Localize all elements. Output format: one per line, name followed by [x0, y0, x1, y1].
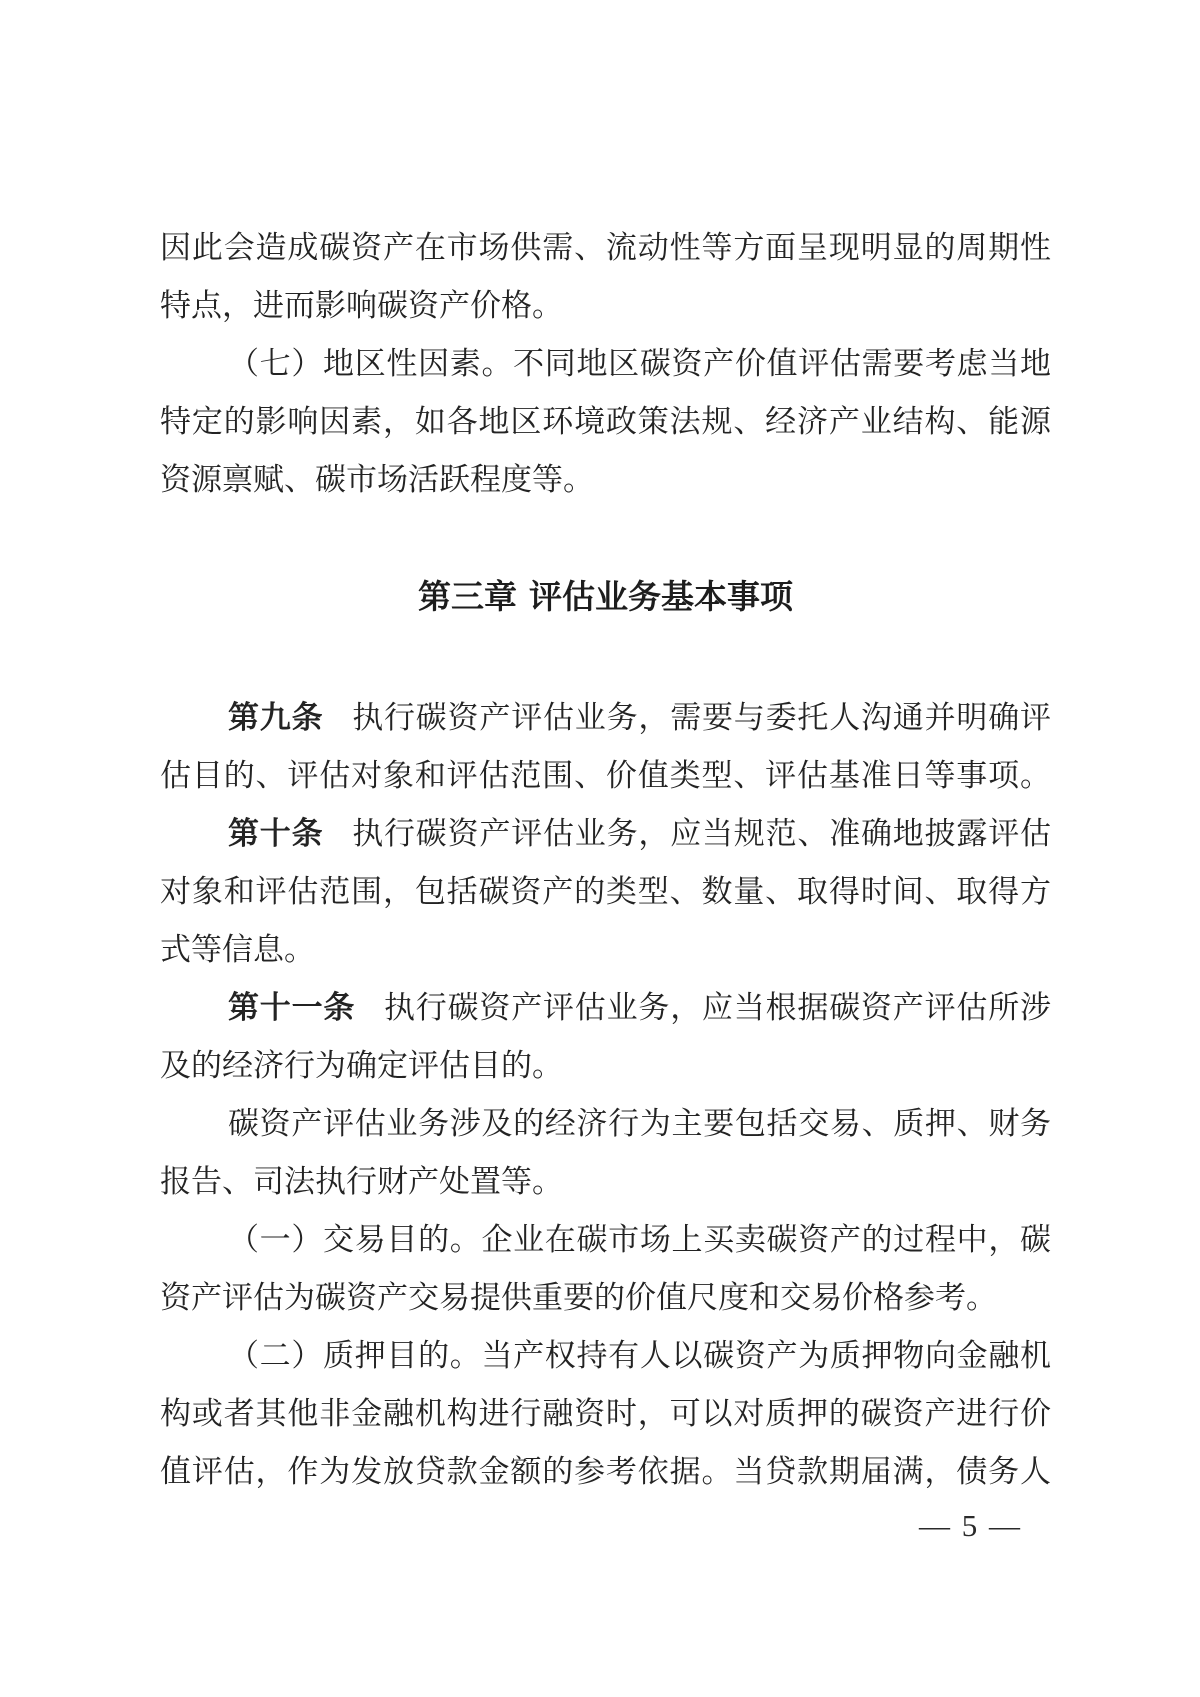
para-economic-acts-line-1: 碳资产评估业务涉及的经济行为主要包括交易、质押、财务 — [228, 1106, 1051, 1141]
article9-line-1 — [160, 689, 1051, 747]
document-body — [160, 219, 1051, 1501]
article10-text: 执行碳资产评估业务，应当规范、准确地披露评估 — [351, 816, 1052, 851]
chapter-title: 评估业务基本事项 — [529, 578, 793, 615]
para-pledge-purpose-line-1: （二）质押目的。当产权持有人以碳资产为质押物向金融机 — [228, 1338, 1051, 1373]
para-trade-purpose-line-1: （一）交易目的。企业在碳市场上买卖碳资产的过程中，碳 — [228, 1222, 1051, 1257]
article11-line-2: 及的经济行为确定评估目的。 — [160, 1048, 563, 1083]
para-regional-line-3: 资源禀赋、碳市场活跃程度等。 — [160, 462, 594, 497]
para-periodicity-line-1: 因此会造成碳资产在市场供需、流动性等方面呈现明显的周期性 — [160, 230, 1051, 265]
article9-line-2: 估目的、评估对象和评估范围、价值类型、评估基准日等事项。 — [160, 758, 1051, 793]
para-periodicity-line-2: 特点，进而影响碳资产价格。 — [160, 288, 563, 323]
article10-line-2: 对象和评估范围，包括碳资产的类型、数量、取得时间、取得方 — [160, 874, 1051, 909]
article10-line-3: 式等信息。 — [160, 932, 315, 967]
article10-label: 第十条 — [228, 816, 324, 851]
article9-text: 执行碳资产评估业务，需要与委托人沟通并明确评 — [351, 700, 1052, 735]
para-economic-acts-line-2: 报告、司法执行财产处置等。 — [160, 1164, 563, 1199]
article10-line-1 — [160, 805, 1051, 863]
para-regional-line-1: （七）地区性因素。不同地区碳资产价值评估需要考虑当地 — [228, 346, 1051, 381]
article11-label: 第十一条 — [228, 990, 356, 1025]
page-number: — 5 — — [919, 1508, 1022, 1543]
para-trade-purpose-line-2: 资产评估为碳资产交易提供重要的价值尺度和交易价格参考。 — [160, 1280, 997, 1315]
para-pledge-purpose-line-2: 构或者其他非金融机构进行融资时，可以对质押的碳资产进行价 — [160, 1396, 1051, 1431]
chapter-heading — [160, 568, 1051, 626]
article11-line-1 — [160, 979, 1051, 1037]
article9-label: 第九条 — [228, 700, 324, 735]
para-regional-line-2: 特定的影响因素，如各地区环境政策法规、经济产业结构、能源 — [160, 404, 1051, 439]
article11-text: 执行碳资产评估业务，应当根据碳资产评估所涉 — [383, 990, 1052, 1025]
chapter-number: 第三章 — [418, 578, 517, 615]
para-pledge-purpose-line-3: 值评估，作为发放贷款金额的参考依据。当贷款期届满，债务人 — [160, 1454, 1051, 1489]
